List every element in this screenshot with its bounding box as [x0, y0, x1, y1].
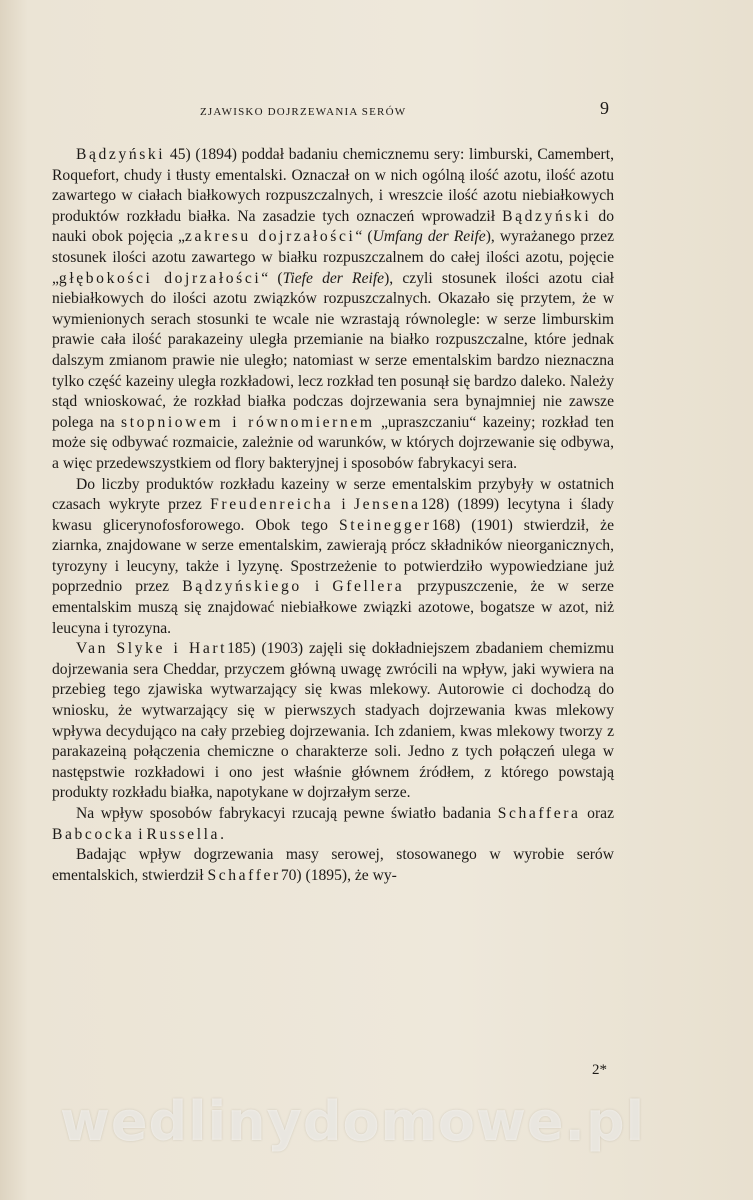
- german-term: Umfang der Reife: [372, 228, 486, 246]
- author-name: Schaffera: [497, 805, 581, 822]
- text-run: i: [138, 825, 143, 843]
- watermark: wedlinydomowe.pl: [60, 1090, 646, 1153]
- running-head: ZJAWISKO DOJRZEWANIA SERÓW: [200, 106, 407, 118]
- author-name: Bądzyńskiego: [182, 578, 302, 596]
- author-name: Bądzyński: [502, 207, 592, 225]
- author-name: Steinegger: [338, 516, 432, 534]
- paragraph-2: [52, 475, 614, 640]
- text-run: Badając wpływ dogrzewania masy serowej, stosowanego w wyrobie serów ementalskich, stwierdził: [52, 846, 614, 884]
- signature-mark: 2*: [592, 1062, 607, 1078]
- text-run: “ (: [261, 269, 283, 287]
- page-number: 9: [600, 98, 609, 118]
- text-run: i: [341, 496, 346, 514]
- author-name: Freudenreicha: [210, 496, 334, 514]
- text-run: 128) (1899) lecytyna i ślady kwasu glicerynofosforowego. Obok tego: [52, 496, 614, 534]
- paragraph-4: [52, 804, 614, 845]
- author-name: Babcocka: [52, 825, 135, 843]
- term: zakresu dojrzałości: [184, 228, 356, 246]
- text-run: przypuszczenie, że w serze ementalskim muszą się znajdować niebiałkowe związki azotowe, bogatsze w azot, niż leucyna i tyrozyna.: [52, 578, 614, 637]
- text-run: i: [314, 578, 320, 596]
- text-run: .: [220, 825, 224, 843]
- body-text: [52, 145, 614, 886]
- text-run: oraz: [587, 805, 615, 822]
- text-run: 168) (1901) stwierdził, że ziarnka, znajdowane w serze ementalskim, zawierają prócz składników nieorganicznych, tyrozyny i leucyny, także i lyzynę. Spostrzeżenie to potwierdziło wypowiedziane już poprzednio przez: [52, 516, 614, 596]
- paragraph-5: [52, 845, 614, 886]
- text-run: ), wyrażanego przez stosunek ilości azotu zawartego w białku rozpuszczalnem do całej ilości azotu, pojęcie „: [52, 228, 614, 287]
- page-header: [0, 98, 753, 122]
- author-name: Bądzyński: [76, 146, 166, 163]
- text-run: 70) (1895), że wy-: [280, 866, 397, 884]
- author-name: Van Slyke i Hart: [76, 640, 228, 658]
- author-name: Gfellera: [332, 578, 405, 596]
- author-name: Russella: [146, 825, 221, 843]
- text-run: “ (: [355, 228, 373, 246]
- text-run: 185) (1903) zajęli się dokładniejszem zbadaniem chemizmu dojrzewania sera Cheddar, przyczem główną uwagę zwrócili na wpływ, jaki wywiera na przebieg tego zjawiska wytwarzający się kwas mlekowy. Autorowie ci dochodzą do wniosku, że wytwarzający się w pierwszych stadyach dojrzewania kwas mlekowy wpływa decydująco na cały przebieg dojrzewania. Ich zdaniem, kwas mlekowy tworzy z parakazeiną połączenia chemiczne o charakterze soli. Jedno z tych połączeń ulega w następstwie rozkładowi i ono jest właśnie głównem źródłem, z którego powstają produkty rozkładu białka, napotykane w dojrzałym serze.: [52, 640, 614, 802]
- term: głębokości dojrzałości: [58, 269, 262, 287]
- term: stopniowem i równomiernem: [121, 413, 375, 431]
- author-name: Jensena: [353, 496, 421, 514]
- text-run: Na wpływ sposobów fabrykacyi rzucają pewne światło badania: [76, 805, 492, 822]
- text-run: ), czyli stosunek ilości azotu ciał niebiałkowych do ilości azotu związków rozpuszczalnych. Okazało się przytem, że w wymienionych serach stosunki te wcale nie wzrastają równolegle: w serze limburskim prawie cała ilość parakazeiny uległa przemianie na białko rozpuszczalne, które jednak dalszym zmianom prawie nie uległo; natomiast w serze ementalskim bardzo nieznaczna tylko część kazeiny uległa rozkładowi, lecz rozkład ten posunął się bardzo daleko. Należy stąd wnioskować, że rozkład białka podczas dojrzewania sera bynajmniej nie zawsze polega na: [52, 269, 615, 431]
- paragraph-3: [52, 639, 614, 804]
- text-run: „upraszczaniu“ kazeiny; rozkład ten może się odbywać rozmaicie, zależnie od warunków, w których dojrzewanie się odbywa, a więc przedewszystkiem od flory bakteryjnej i sposobów fabrykacyi sera.: [52, 413, 614, 472]
- text-run: 45) (1894) poddał badaniu chemicznemu sery: limburski, Camembert, Roquefort, chudy i tłusty ementalski. Oznaczał on w nich ogólną ilość azotu, ilość azotu zawartego w ciałach białkowych rozpuszczalnych, i wreszcie ilość azotu niebiałkowych produktów rozkładu białka. Na zasadzie tych oznaczeń wprowadził: [52, 146, 614, 225]
- text-run: Do liczby produktów rozkładu kazeiny w serze ementalskim przybyły w ostatnich czasach wykryte przez: [52, 475, 614, 514]
- paragraph-1: [52, 145, 614, 475]
- text-run: do nauki obok pojęcia „: [52, 207, 615, 246]
- german-term: Tiefe der Reife: [282, 269, 385, 287]
- author-name: Schaffer: [207, 866, 281, 884]
